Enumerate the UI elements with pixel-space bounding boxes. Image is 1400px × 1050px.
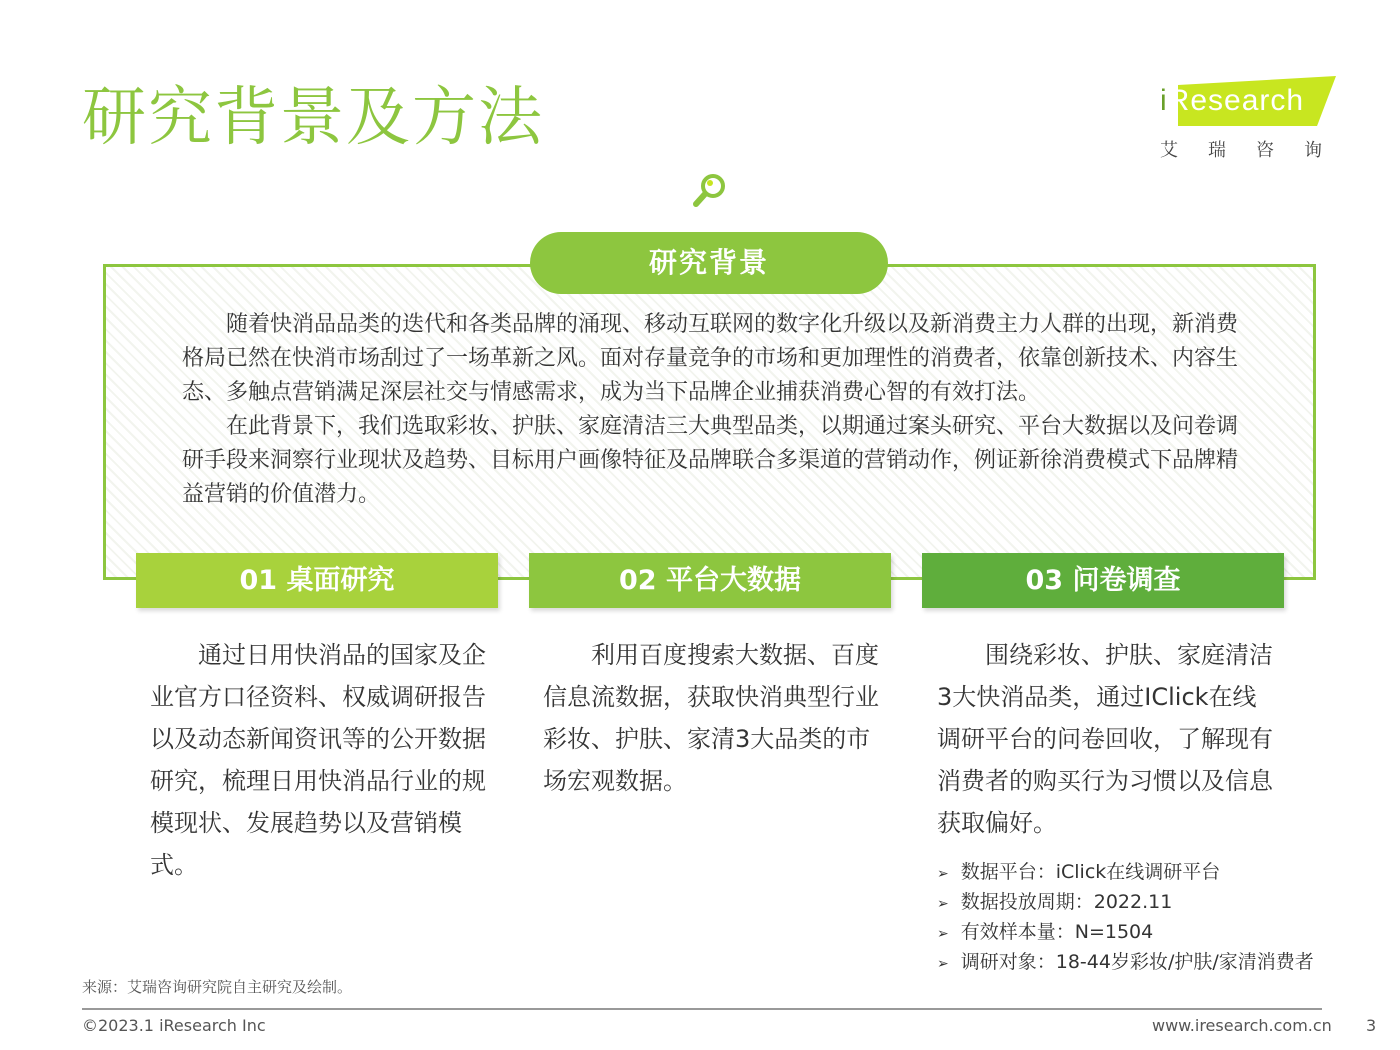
survey-details-list <box>937 858 1314 978</box>
logo-brand: Research <box>1167 84 1305 117</box>
website-link[interactable]: www.iresearch.com.cn <box>1152 1016 1332 1035</box>
list-item: ➢ 数据投放周期：2022.11 <box>937 891 1173 913</box>
background-section-label: 研究背景 <box>530 232 888 294</box>
method-text-platform-data: 利用百度搜索大数据、百度信息流数据，获取快消典型行业彩妆、护肤、家清3大品类的市场宏观数据。 <box>543 641 879 795</box>
footer-divider <box>82 1008 1322 1010</box>
method-header-desk-research: 01 桌面研究 <box>136 553 498 608</box>
logo-chinese-name: 艾瑞咨询 <box>1160 140 1352 161</box>
iresearch-logo <box>1150 72 1352 162</box>
arrow-bullet-icon: ➢ <box>937 896 949 912</box>
arrow-bullet-icon: ➢ <box>937 866 949 882</box>
list-item: ➢ 有效样本量：N=1504 <box>937 921 1154 943</box>
method-header-questionnaire: 03 问卷调查 <box>922 553 1284 608</box>
list-item: ➢ 数据平台：iClick在线调研平台 <box>937 861 1221 883</box>
page-number: 3 <box>1366 1016 1377 1035</box>
method-text-desk-research: 通过日用快消品的国家及企业官方口径资料、权威调研报告以及动态新闻资讯等的公开数据研究，梳理日用快消品行业的规模现状、发展趋势以及营销模式。 <box>150 641 486 879</box>
background-text <box>182 308 1242 512</box>
page-title: 研究背景及方法 <box>82 81 544 155</box>
method-text-questionnaire: 围绕彩妆、护肤、家庭清洁3大快消品类，通过IClick在线调研平台的问卷回收，了解现有消费者的购买行为习惯以及信息获取偏好。 <box>937 641 1273 837</box>
logo-i: i <box>1160 84 1168 117</box>
arrow-bullet-icon: ➢ <box>937 926 949 942</box>
arrow-bullet-icon: ➢ <box>937 956 949 972</box>
source-note: 来源：艾瑞咨询研究院自主研究及绘制。 <box>82 978 353 996</box>
background-paragraph-1: 随着快消品品类的迭代和各类品牌的涌现、移动互联网的数字化升级以及新消费主力人群的出现，新消费格局已然在快消市场刮过了一场革新之风。面对存量竞争的市场和更加理性的消费者，依靠创新技术、内容生态、多触点营销满足深层社交与情感需求，成为当下品牌企业捕获消费心智的有效打法。 <box>182 312 1239 405</box>
copyright: ©2023.1 iResearch Inc <box>82 1016 266 1035</box>
method-header-platform-data: 02 平台大数据 <box>529 553 891 608</box>
list-item: ➢ 调研对象：18-44岁彩妆/护肤/家清消费者 <box>937 951 1314 973</box>
magnifier-icon <box>692 172 728 208</box>
logo-wordmark <box>1160 84 1304 118</box>
background-paragraph-2: 在此背景下，我们选取彩妆、护肤、家庭清洁三大典型品类，以期通过案头研究、平台大数据以及问卷调研手段来洞察行业现状及趋势、目标用户画像特征及品牌联合多渠道的营销动作，例证新徐消费模式下品牌精益营销的价值潜力。 <box>182 414 1239 507</box>
